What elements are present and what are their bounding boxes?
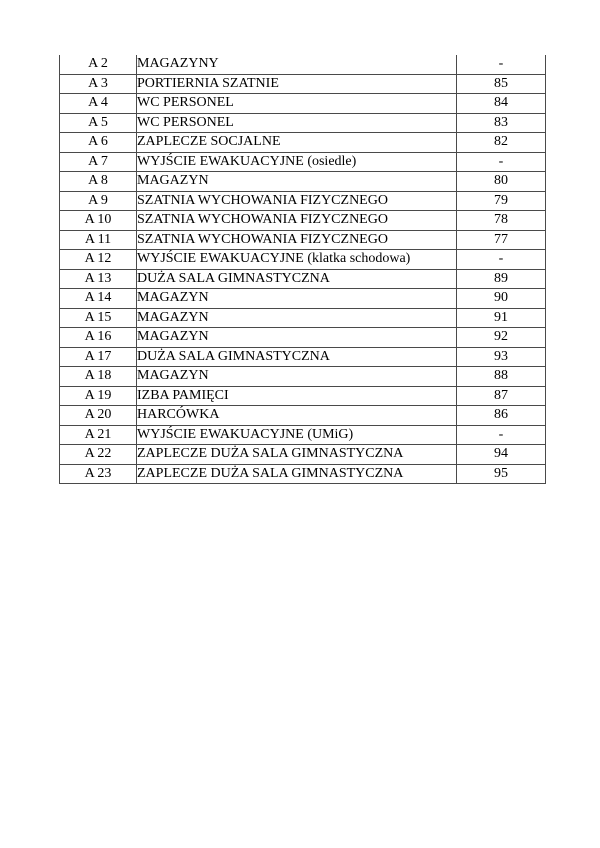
room-name-cell: WYJŚCIE EWAKUACYJNE (osiedle)	[137, 152, 457, 172]
table-row	[60, 152, 546, 172]
room-name-cell: MAGAZYN	[137, 308, 457, 328]
room-number-cell: 78	[457, 211, 546, 231]
room-name-cell: DUŻA SALA GIMNASTYCZNA	[137, 347, 457, 367]
table-row	[60, 250, 546, 270]
room-id-cell: A 6	[60, 133, 137, 153]
room-number-cell: 82	[457, 133, 546, 153]
room-name-cell: SZATNIA WYCHOWANIA FIZYCZNEGO	[137, 191, 457, 211]
table-row	[60, 308, 546, 328]
room-number-cell: 92	[457, 328, 546, 348]
room-id-cell: A 20	[60, 406, 137, 426]
room-number-cell: 86	[457, 406, 546, 426]
room-number-cell: -	[457, 152, 546, 172]
table-row	[60, 406, 546, 426]
table-row	[60, 211, 546, 231]
room-number-cell: 84	[457, 94, 546, 114]
room-id-cell: A 15	[60, 308, 137, 328]
room-number-cell: 79	[457, 191, 546, 211]
room-id-cell: A 3	[60, 74, 137, 94]
room-id-cell: A 14	[60, 289, 137, 309]
room-number-cell: 77	[457, 230, 546, 250]
room-id-cell: A 5	[60, 113, 137, 133]
room-number-cell: 90	[457, 289, 546, 309]
room-id-cell: A 13	[60, 269, 137, 289]
room-id-cell: A 4	[60, 94, 137, 114]
room-name-cell: MAGAZYNY	[137, 55, 457, 74]
table-row	[60, 445, 546, 465]
room-name-cell: IZBA PAMIĘCI	[137, 386, 457, 406]
room-number-cell: 94	[457, 445, 546, 465]
table-row	[60, 269, 546, 289]
room-number-cell: -	[457, 425, 546, 445]
room-id-cell: A 21	[60, 425, 137, 445]
room-id-cell: A 9	[60, 191, 137, 211]
room-name-cell: MAGAZYN	[137, 367, 457, 387]
room-number-cell: 80	[457, 172, 546, 192]
room-name-cell: PORTIERNIA SZATNIE	[137, 74, 457, 94]
room-id-cell: A 23	[60, 464, 137, 484]
room-name-cell: SZATNIA WYCHOWANIA FIZYCZNEGO	[137, 230, 457, 250]
table-row	[60, 328, 546, 348]
room-number-cell: 91	[457, 308, 546, 328]
room-table-body	[60, 55, 546, 484]
room-id-cell: A 18	[60, 367, 137, 387]
room-id-cell: A 16	[60, 328, 137, 348]
room-id-cell: A 17	[60, 347, 137, 367]
room-number-cell: 89	[457, 269, 546, 289]
room-name-cell: DUŻA SALA GIMNASTYCZNA	[137, 269, 457, 289]
room-number-cell: 87	[457, 386, 546, 406]
room-name-cell: MAGAZYN	[137, 328, 457, 348]
room-name-cell: WYJŚCIE EWAKUACYJNE (UMiG)	[137, 425, 457, 445]
room-number-cell: 93	[457, 347, 546, 367]
room-id-cell: A 2	[60, 55, 137, 74]
table-row	[60, 172, 546, 192]
room-number-cell: 95	[457, 464, 546, 484]
room-name-cell: MAGAZYN	[137, 172, 457, 192]
table-row	[60, 464, 546, 484]
table-row	[60, 133, 546, 153]
room-id-cell: A 7	[60, 152, 137, 172]
room-number-cell: -	[457, 55, 546, 74]
room-name-cell: WC PERSONEL	[137, 113, 457, 133]
table-row	[60, 386, 546, 406]
room-number-cell: 88	[457, 367, 546, 387]
room-id-cell: A 22	[60, 445, 137, 465]
room-name-cell: ZAPLECZE SOCJALNE	[137, 133, 457, 153]
room-number-cell: 85	[457, 74, 546, 94]
table-row	[60, 289, 546, 309]
room-number-cell: -	[457, 250, 546, 270]
room-id-cell: A 10	[60, 211, 137, 231]
table-row	[60, 191, 546, 211]
table-row	[60, 55, 546, 74]
table-row	[60, 367, 546, 387]
room-id-cell: A 12	[60, 250, 137, 270]
room-name-cell: ZAPLECZE DUŻA SALA GIMNASTYCZNA	[137, 445, 457, 465]
table-row	[60, 425, 546, 445]
table-row	[60, 347, 546, 367]
room-id-cell: A 8	[60, 172, 137, 192]
room-name-cell: HARCÓWKA	[137, 406, 457, 426]
table-row	[60, 230, 546, 250]
room-name-cell: WYJŚCIE EWAKUACYJNE (klatka schodowa)	[137, 250, 457, 270]
room-index-table	[59, 55, 546, 484]
room-id-cell: A 19	[60, 386, 137, 406]
room-name-cell: WC PERSONEL	[137, 94, 457, 114]
room-name-cell: MAGAZYN	[137, 289, 457, 309]
room-number-cell: 83	[457, 113, 546, 133]
table-row	[60, 74, 546, 94]
room-name-cell: ZAPLECZE DUŻA SALA GIMNASTYCZNA	[137, 464, 457, 484]
table-row	[60, 94, 546, 114]
room-id-cell: A 11	[60, 230, 137, 250]
table-row	[60, 113, 546, 133]
room-name-cell: SZATNIA WYCHOWANIA FIZYCZNEGO	[137, 211, 457, 231]
